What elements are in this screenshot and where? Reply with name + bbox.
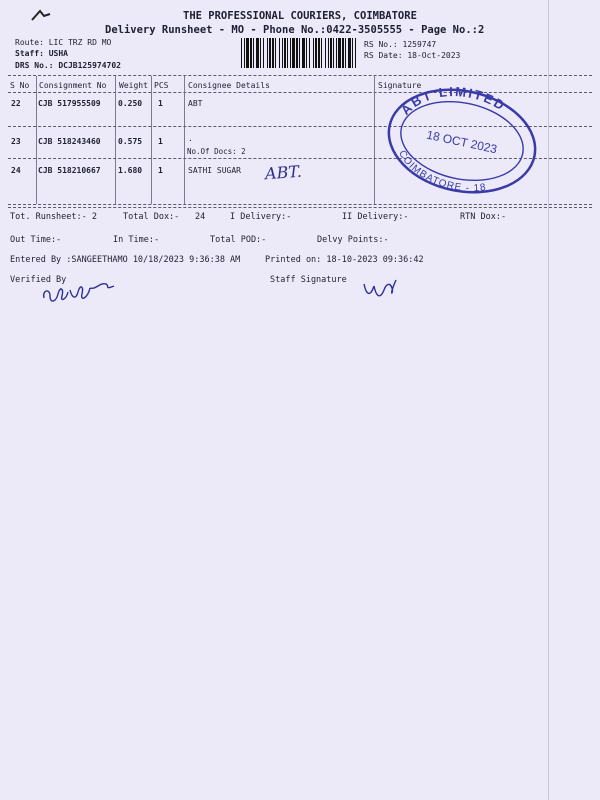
ii-delivery: II Delivery:- — [342, 212, 409, 222]
verified-by-label: Verified By — [10, 275, 67, 285]
row-consignment: CJB 517955509 — [38, 99, 101, 108]
barcode — [240, 38, 358, 68]
i-delivery: I Delivery:- — [230, 212, 292, 222]
column-divider — [115, 76, 116, 204]
row-consignee: ABT — [188, 99, 203, 108]
pen-mark — [30, 8, 54, 24]
column-divider — [374, 76, 375, 204]
row-weight: 0.575 — [118, 137, 143, 146]
row-sno: 24 — [11, 166, 21, 175]
table-bottom-rule — [8, 204, 592, 205]
printed-on: Printed on: 18-10-2023 09:36:42 — [265, 255, 424, 265]
col-header-consignment: Consignment No — [39, 81, 107, 90]
rtn-dox: RTN Dox:- — [460, 212, 507, 222]
staff-signature-label: Staff Signature — [270, 275, 347, 285]
total-dox-label: Total Dox:- — [123, 212, 180, 222]
row-sno: 22 — [11, 99, 21, 108]
stamp-date-text: 18 OCT 2023 — [425, 127, 499, 157]
row-weight: 1.680 — [118, 166, 143, 175]
column-divider — [151, 76, 152, 204]
delvy-points: Delvy Points:- — [317, 235, 389, 245]
total-dox-value: 24 — [195, 212, 206, 222]
row-consignment: CJB 518243460 — [38, 137, 101, 146]
verified-by-signature — [40, 276, 120, 312]
row-docs-note: No.Of Docs: 2 — [187, 147, 246, 156]
runsheet-title: Delivery Runsheet - MO - Phone No.:0422-3505555 - Page No.:2 — [105, 24, 485, 36]
in-time: In Time:- — [113, 235, 160, 245]
row-pcs: 1 — [158, 137, 163, 146]
drs-number: DRS No.: DCJB125974702 — [15, 61, 121, 70]
page-edge-line — [548, 0, 549, 800]
row-weight: 0.250 — [118, 99, 143, 108]
company-stamp — [382, 82, 542, 200]
row-pcs: 1 — [158, 99, 163, 108]
col-header-sno: S No — [10, 81, 30, 90]
row-consignee: SATHI SUGAR — [188, 166, 241, 175]
row-consignee: . — [188, 134, 193, 143]
stamp-top-text: ABT LIMITED — [397, 83, 509, 118]
handwritten-abt-mark: ABT. — [264, 161, 303, 184]
out-time: Out Time:- — [10, 235, 62, 245]
company-title: THE PROFESSIONAL COURIERS, COIMBATORE — [183, 10, 417, 22]
entered-by: Entered By :SANGEETHAMO 10/18/2023 9:36:38 AM — [10, 255, 241, 265]
column-divider — [36, 76, 37, 204]
stamp-bottom-text: COIMBATORE - 18 — [396, 148, 488, 195]
col-header-weight: Weight — [119, 81, 148, 90]
rs-number: RS No.: 1259747 — [364, 40, 437, 49]
tot-runsheet: Tot. Runsheet:- 2 — [10, 212, 97, 222]
table-top-rule — [8, 75, 592, 76]
row-sno: 23 — [11, 137, 21, 146]
column-divider — [184, 76, 185, 204]
route-label: Route: LIC TRZ RD MO — [15, 38, 112, 47]
total-pod: Total POD:- — [210, 235, 267, 245]
col-header-signature: Signature — [378, 81, 422, 90]
staff-signature-mark — [360, 276, 404, 304]
rs-date: RS Date: 18-Oct-2023 — [364, 51, 461, 60]
row-pcs: 1 — [158, 166, 163, 175]
col-header-consignee: Consignee Details — [188, 81, 270, 90]
table-bottom-rule-double — [8, 207, 592, 208]
staff-label: Staff: USHA — [15, 49, 68, 58]
row-consignment: CJB 518210667 — [38, 166, 101, 175]
col-header-pcs: PCS — [154, 81, 169, 90]
